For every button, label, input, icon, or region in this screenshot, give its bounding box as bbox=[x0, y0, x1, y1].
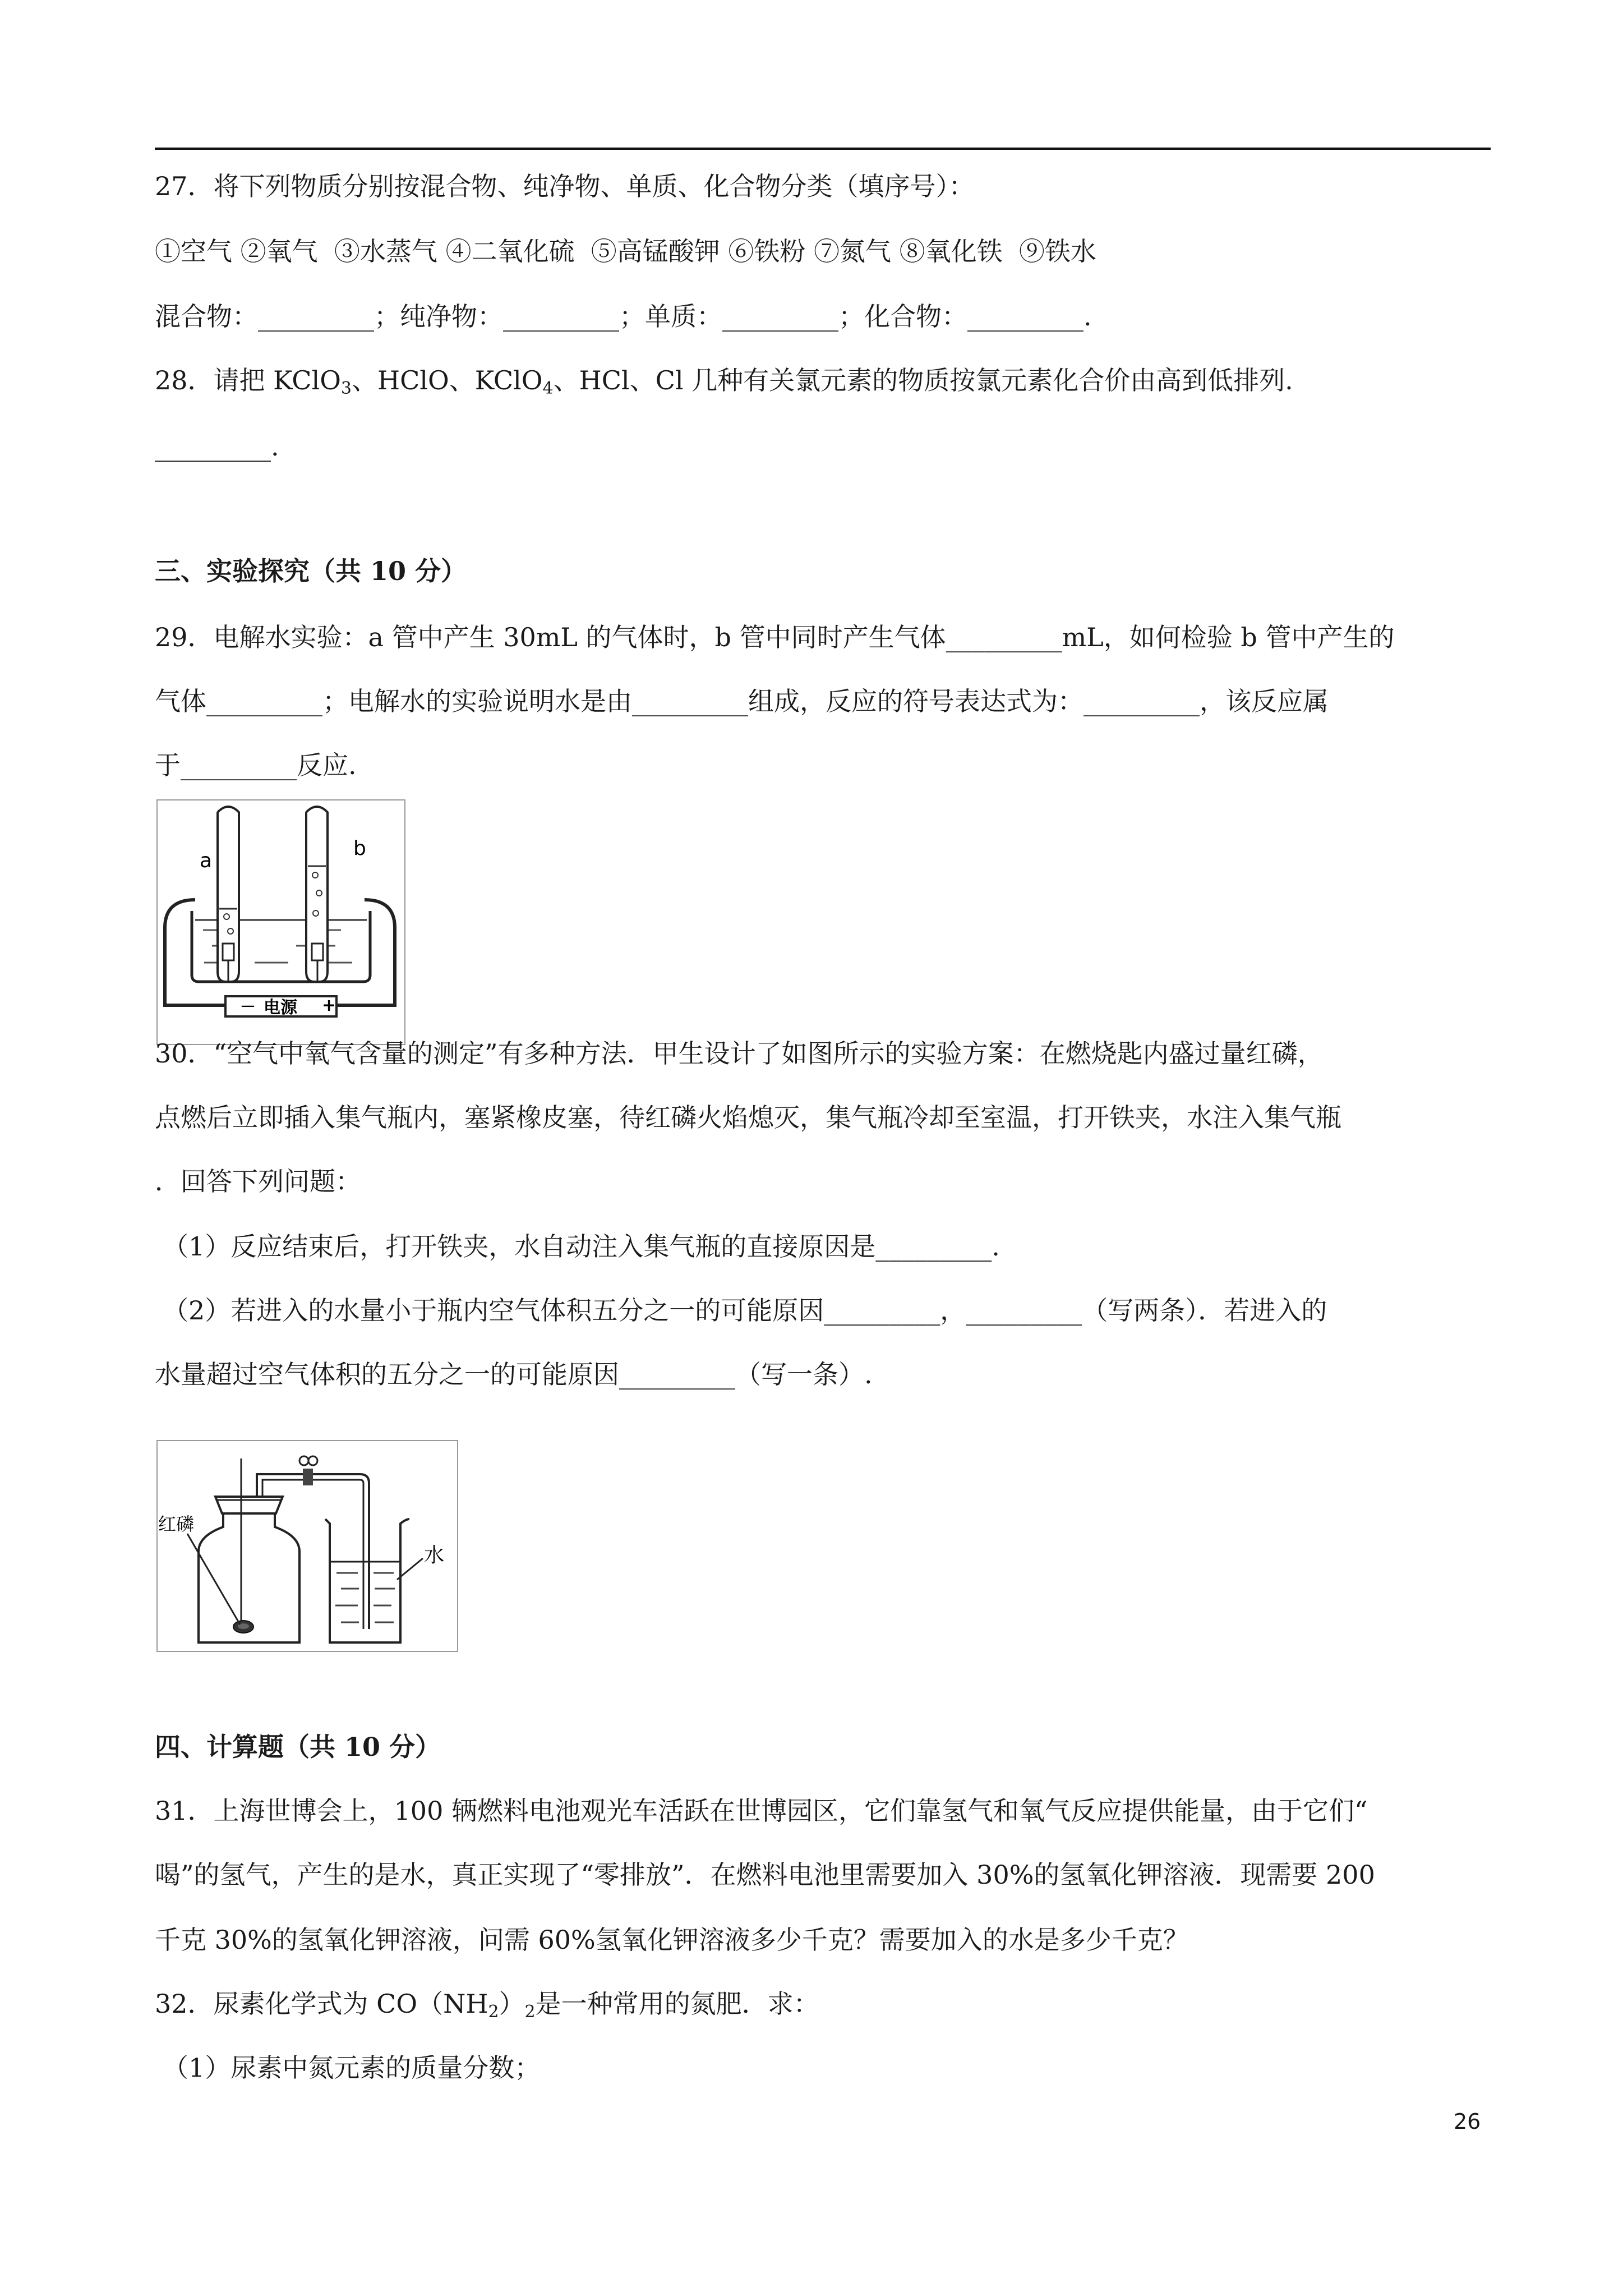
q32-stem: 32．尿素化学式为 $CO(NH_2)_2$是一种常用的氮肥．求： bbox=[155, 1989, 819, 2022]
header-rule bbox=[155, 148, 1491, 150]
q27-items: ①空气 ②氧气 ③水蒸气 ④二氧化硫 ⑤高锰酸钾 ⑥铁粉 ⑦氮气 ⑧氧化铁 ⑨铁水 bbox=[155, 236, 1096, 266]
q30-line2: 点燃后立即插入集气瓶内，塞紧橡皮塞，待红磷火焰熄灭，集气瓶冷却至室温，打开铁夹，水注入集气瓶 bbox=[155, 1102, 1341, 1133]
q28-stem: 28．请把 KClO$_3$、HClO、KClO$_4$、HCl、Cl 几种有关氯元素的物质按氯元素化合价由高到低排列. bbox=[155, 365, 1293, 398]
q30-sub2a: （2）若进入的水量小于瓶内空气体积五分之一的可能原因_________，_________（写两条）．若进入的 bbox=[163, 1295, 1327, 1326]
tube-a-label: a bbox=[200, 849, 213, 872]
page-number: 26 bbox=[1454, 2109, 1481, 2134]
q30-line1: 30．“空气中氧气含量的测定”有多种方法．甲生设计了如图所示的实验方案：在燃烧匙内盛过量红磷， bbox=[155, 1038, 1324, 1069]
electrolysis-diagram bbox=[156, 799, 406, 1046]
section3-heading: 三、实验探究（共 10 分） bbox=[155, 556, 467, 586]
q31-line3: 千克 30%的氢氧化钾溶液，问需 60%氢氧化钾溶液多少千克？需要加入的水是多少千克？ bbox=[155, 1925, 1189, 1955]
phosphorus-label: 红磷 bbox=[158, 1513, 195, 1535]
q30-sub2b: 水量超过空气体积的五分之一的可能原因_________（写一条）. bbox=[155, 1359, 873, 1389]
power-label: 电源 bbox=[264, 998, 297, 1018]
q32-sub1: （1）尿素中氮元素的质量分数； bbox=[163, 2053, 541, 2083]
oxygen-test-diagram bbox=[156, 1439, 459, 1653]
q27-stem: 27．将下列物质分别按混合物、纯净物、单质、化合物分类（填序号）： bbox=[155, 171, 975, 201]
electrolysis-figure bbox=[156, 799, 406, 1046]
water-label: 水 bbox=[424, 1544, 445, 1567]
q29-line2: 气体_________；电解水的实验说明水是由_________组成，反应的符号表达式为：_________，该反应属 bbox=[155, 686, 1329, 716]
q29-line3: 于_________反应. bbox=[155, 750, 357, 780]
minus-label: － bbox=[240, 997, 256, 1016]
oxygen-test-figure bbox=[156, 1439, 459, 1653]
plus-label: + bbox=[322, 996, 336, 1015]
q31-line1: 31．上海世博会上，100 辆燃料电池观光车活跃在世博园区，它们靠氢气和氧气反应提供能量，由于它们“ bbox=[155, 1796, 1368, 1826]
q29-line1: 29．电解水实验：a 管中产生 30mL 的气体时，b 管中同时产生气体_________mL，如何检验 b 管中产生的 bbox=[155, 622, 1395, 652]
q27-blanks: 混合物：_________；纯净物：_________；单质：_________；化合物：_________. bbox=[155, 301, 1092, 332]
tube-b-label: b bbox=[353, 837, 366, 860]
q30-sub1: （1）反应结束后，打开铁夹，水自动注入集气瓶的直接原因是_________. bbox=[163, 1231, 1000, 1262]
q30-line3: ．回答下列问题： bbox=[155, 1166, 361, 1197]
section4-heading: 四、计算题（共 10 分） bbox=[155, 1732, 441, 1762]
q28-blank: _________. bbox=[155, 431, 279, 462]
q31-line2: 喝”的氢气，产生的是水，真正实现了“零排放”．在燃料电池里需要加入 30%的氢氧化钾溶液．现需要 200 bbox=[155, 1860, 1375, 1890]
